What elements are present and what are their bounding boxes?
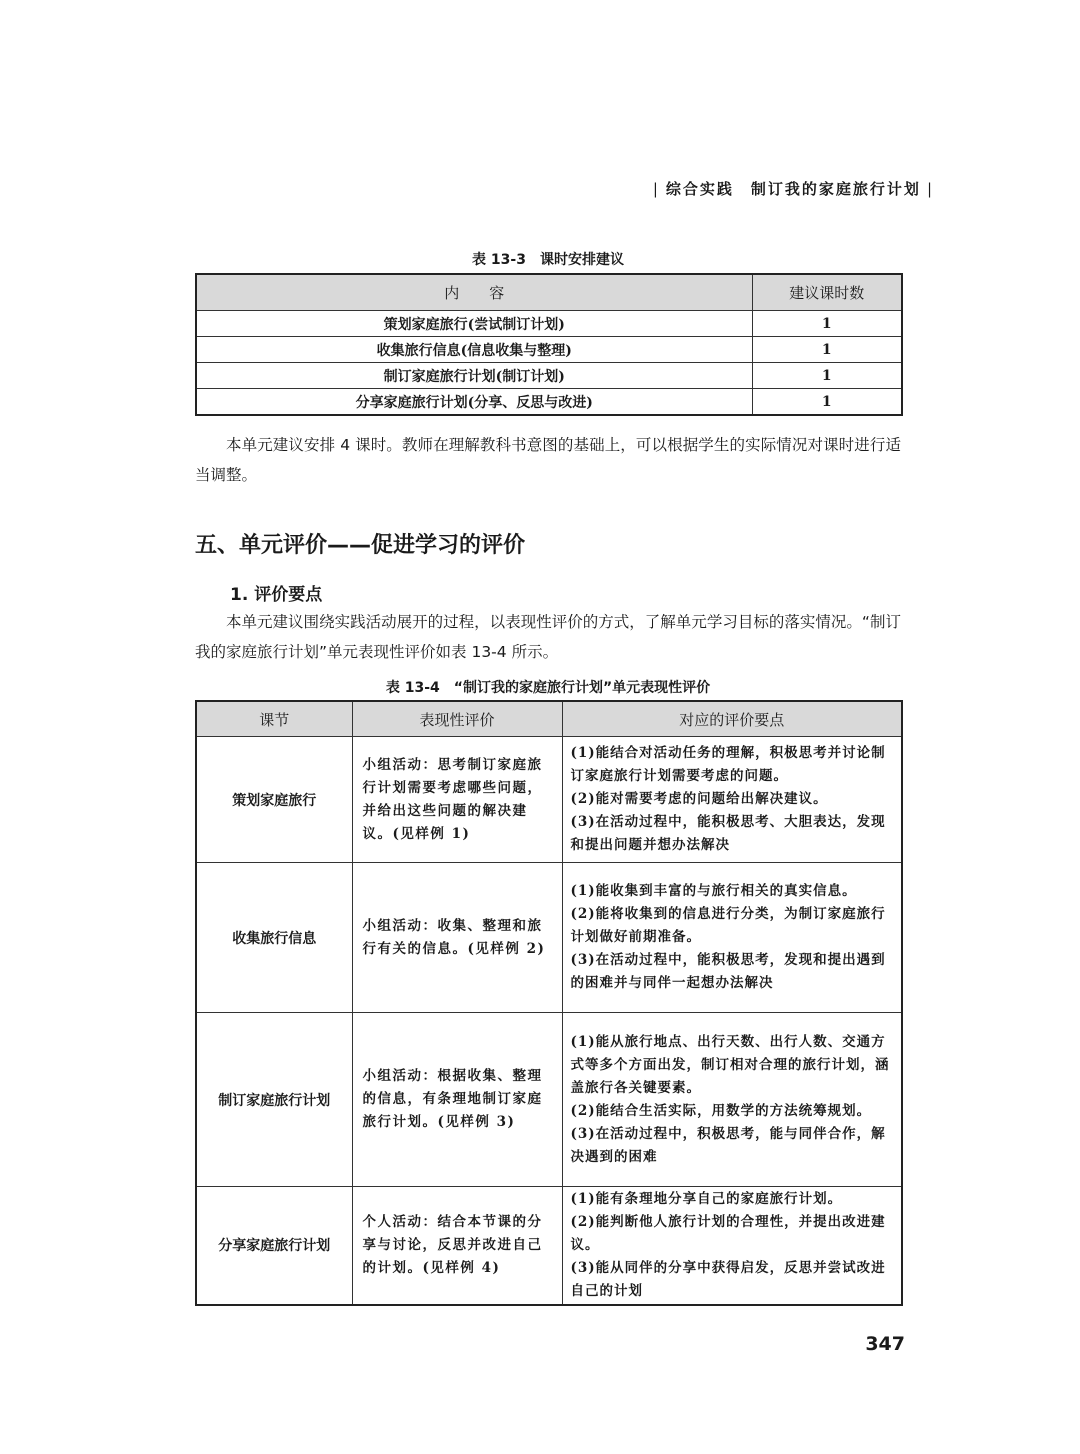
cell-performance: 小组活动：收集、整理和旅行有关的信息。(见样例 2): [352, 863, 562, 1013]
table2-caption: 表 13-4 “制订我的家庭旅行计划”单元表现性评价: [385, 680, 711, 696]
row-hours: 1: [752, 363, 902, 389]
evaluation-point: (3)在活动过程中，能积极思考，发现和提出遇到的困难并与同伴一起想办法解决: [570, 952, 886, 991]
row-hours: 1: [752, 311, 902, 337]
table-header-row: [196, 274, 902, 311]
cell-performance: 小组活动：思考制订家庭旅行计划需要考虑哪些问题，并给出这些问题的解决建议。(见样例 1): [352, 737, 562, 863]
row-hours: 1: [752, 389, 902, 416]
cell-lesson: 分享家庭旅行计划: [196, 1187, 352, 1305]
row-content: 策划家庭旅行(尝试制订计划): [196, 311, 752, 337]
cell-points: [562, 737, 902, 863]
table-row: [196, 1187, 902, 1305]
page-number: 347: [865, 1333, 905, 1355]
evaluation-point: (2)能结合生活实际，用数学的方法统筹规划。: [570, 1102, 872, 1119]
row-content: 制订家庭旅行计划(制订计划): [196, 363, 752, 389]
cell-points: [562, 1187, 902, 1305]
evaluation-point: (1)能有条理地分享自己的家庭旅行计划。: [570, 1190, 843, 1207]
evaluation-point: (2)能将收集到的信息进行分类，为制订家庭旅行计划做好前期准备。: [570, 906, 886, 945]
performance-evaluation-table: [195, 700, 903, 1306]
section-title: 五、单元评价——促进学习的评价: [195, 533, 526, 558]
table-row: [196, 337, 902, 363]
cell-lesson: 策划家庭旅行: [196, 737, 352, 863]
table-row: [196, 389, 902, 416]
evaluation-point: (3)能从同伴的分享中获得启发，反思并尝试改进自己的计划: [570, 1259, 886, 1299]
table1-caption: 表 13-3 课时安排建议: [472, 252, 624, 268]
cell-lesson: 收集旅行信息: [196, 863, 352, 1013]
row-content: 收集旅行信息(信息收集与整理): [196, 337, 752, 363]
evaluation-point: (1)能从旅行地点、出行天数、出行人数、交通方式等多个方面出发，制订相对合理的旅行计划，涵盖旅行各关键要素。: [570, 1033, 890, 1096]
header-lesson: 课节: [196, 701, 352, 737]
subsection-title: 1. 评价要点: [230, 585, 323, 605]
header-content: 内 容: [196, 274, 752, 311]
table-header-row: [196, 701, 902, 737]
evaluation-point: (3)在活动过程中，能积极思考、大胆表达，发现和提出问题并想办法解决: [570, 814, 886, 853]
running-head-title: 制订我的家庭旅行计划: [750, 180, 921, 198]
header-hours: 建议课时数: [752, 274, 902, 311]
lesson-schedule-table: [195, 273, 903, 416]
running-head-section: 综合实践: [665, 180, 734, 198]
table-row: [196, 311, 902, 337]
table-row: [196, 737, 902, 863]
paragraph-evaluation-intro: 本单元建议围绕实践活动展开的过程，以表现性评价的方式，了解单元学习目标的落实情况。“制订我的家庭旅行计划”单元表现性评价如表 13-4 所示。: [195, 613, 901, 661]
running-head: | 综合实践 制订我的家庭旅行计划 |: [652, 180, 934, 198]
evaluation-point: (2)能对需要考虑的问题给出解决建议。: [570, 791, 828, 807]
table-row: [196, 1013, 902, 1187]
evaluation-point: (2)能判断他人旅行计划的合理性，并提出改进建议。: [570, 1213, 886, 1253]
cell-performance: 个人活动：结合本节课的分享与讨论，反思并改进自己的计划。(见样例 4): [352, 1187, 562, 1305]
row-hours: 1: [752, 337, 902, 363]
cell-performance: 小组活动：根据收集、整理的信息，有条理地制订家庭旅行计划。(见样例 3): [352, 1013, 562, 1187]
evaluation-point: (1)能收集到丰富的与旅行相关的真实信息。: [570, 883, 857, 899]
cell-points: [562, 863, 902, 1013]
row-content: 分享家庭旅行计划(分享、反思与改进): [196, 389, 752, 416]
header-performance: 表现性评价: [352, 701, 562, 737]
evaluation-point: (3)在活动过程中，积极思考，能与同伴合作，解决遇到的困难: [570, 1125, 886, 1165]
paragraph-schedule-note: 本单元建议安排 4 课时。教师在理解教科书意图的基础上，可以根据学生的实际情况对课时进行适当调整。: [195, 436, 901, 484]
evaluation-point: (1)能结合对活动任务的理解，积极思考并讨论制订家庭旅行计划需要考虑的问题。: [570, 745, 886, 784]
cell-lesson: 制订家庭旅行计划: [196, 1013, 352, 1187]
header-points: 对应的评价要点: [562, 701, 902, 737]
table-row: [196, 363, 902, 389]
table-row: [196, 863, 902, 1013]
cell-points: [562, 1013, 902, 1187]
